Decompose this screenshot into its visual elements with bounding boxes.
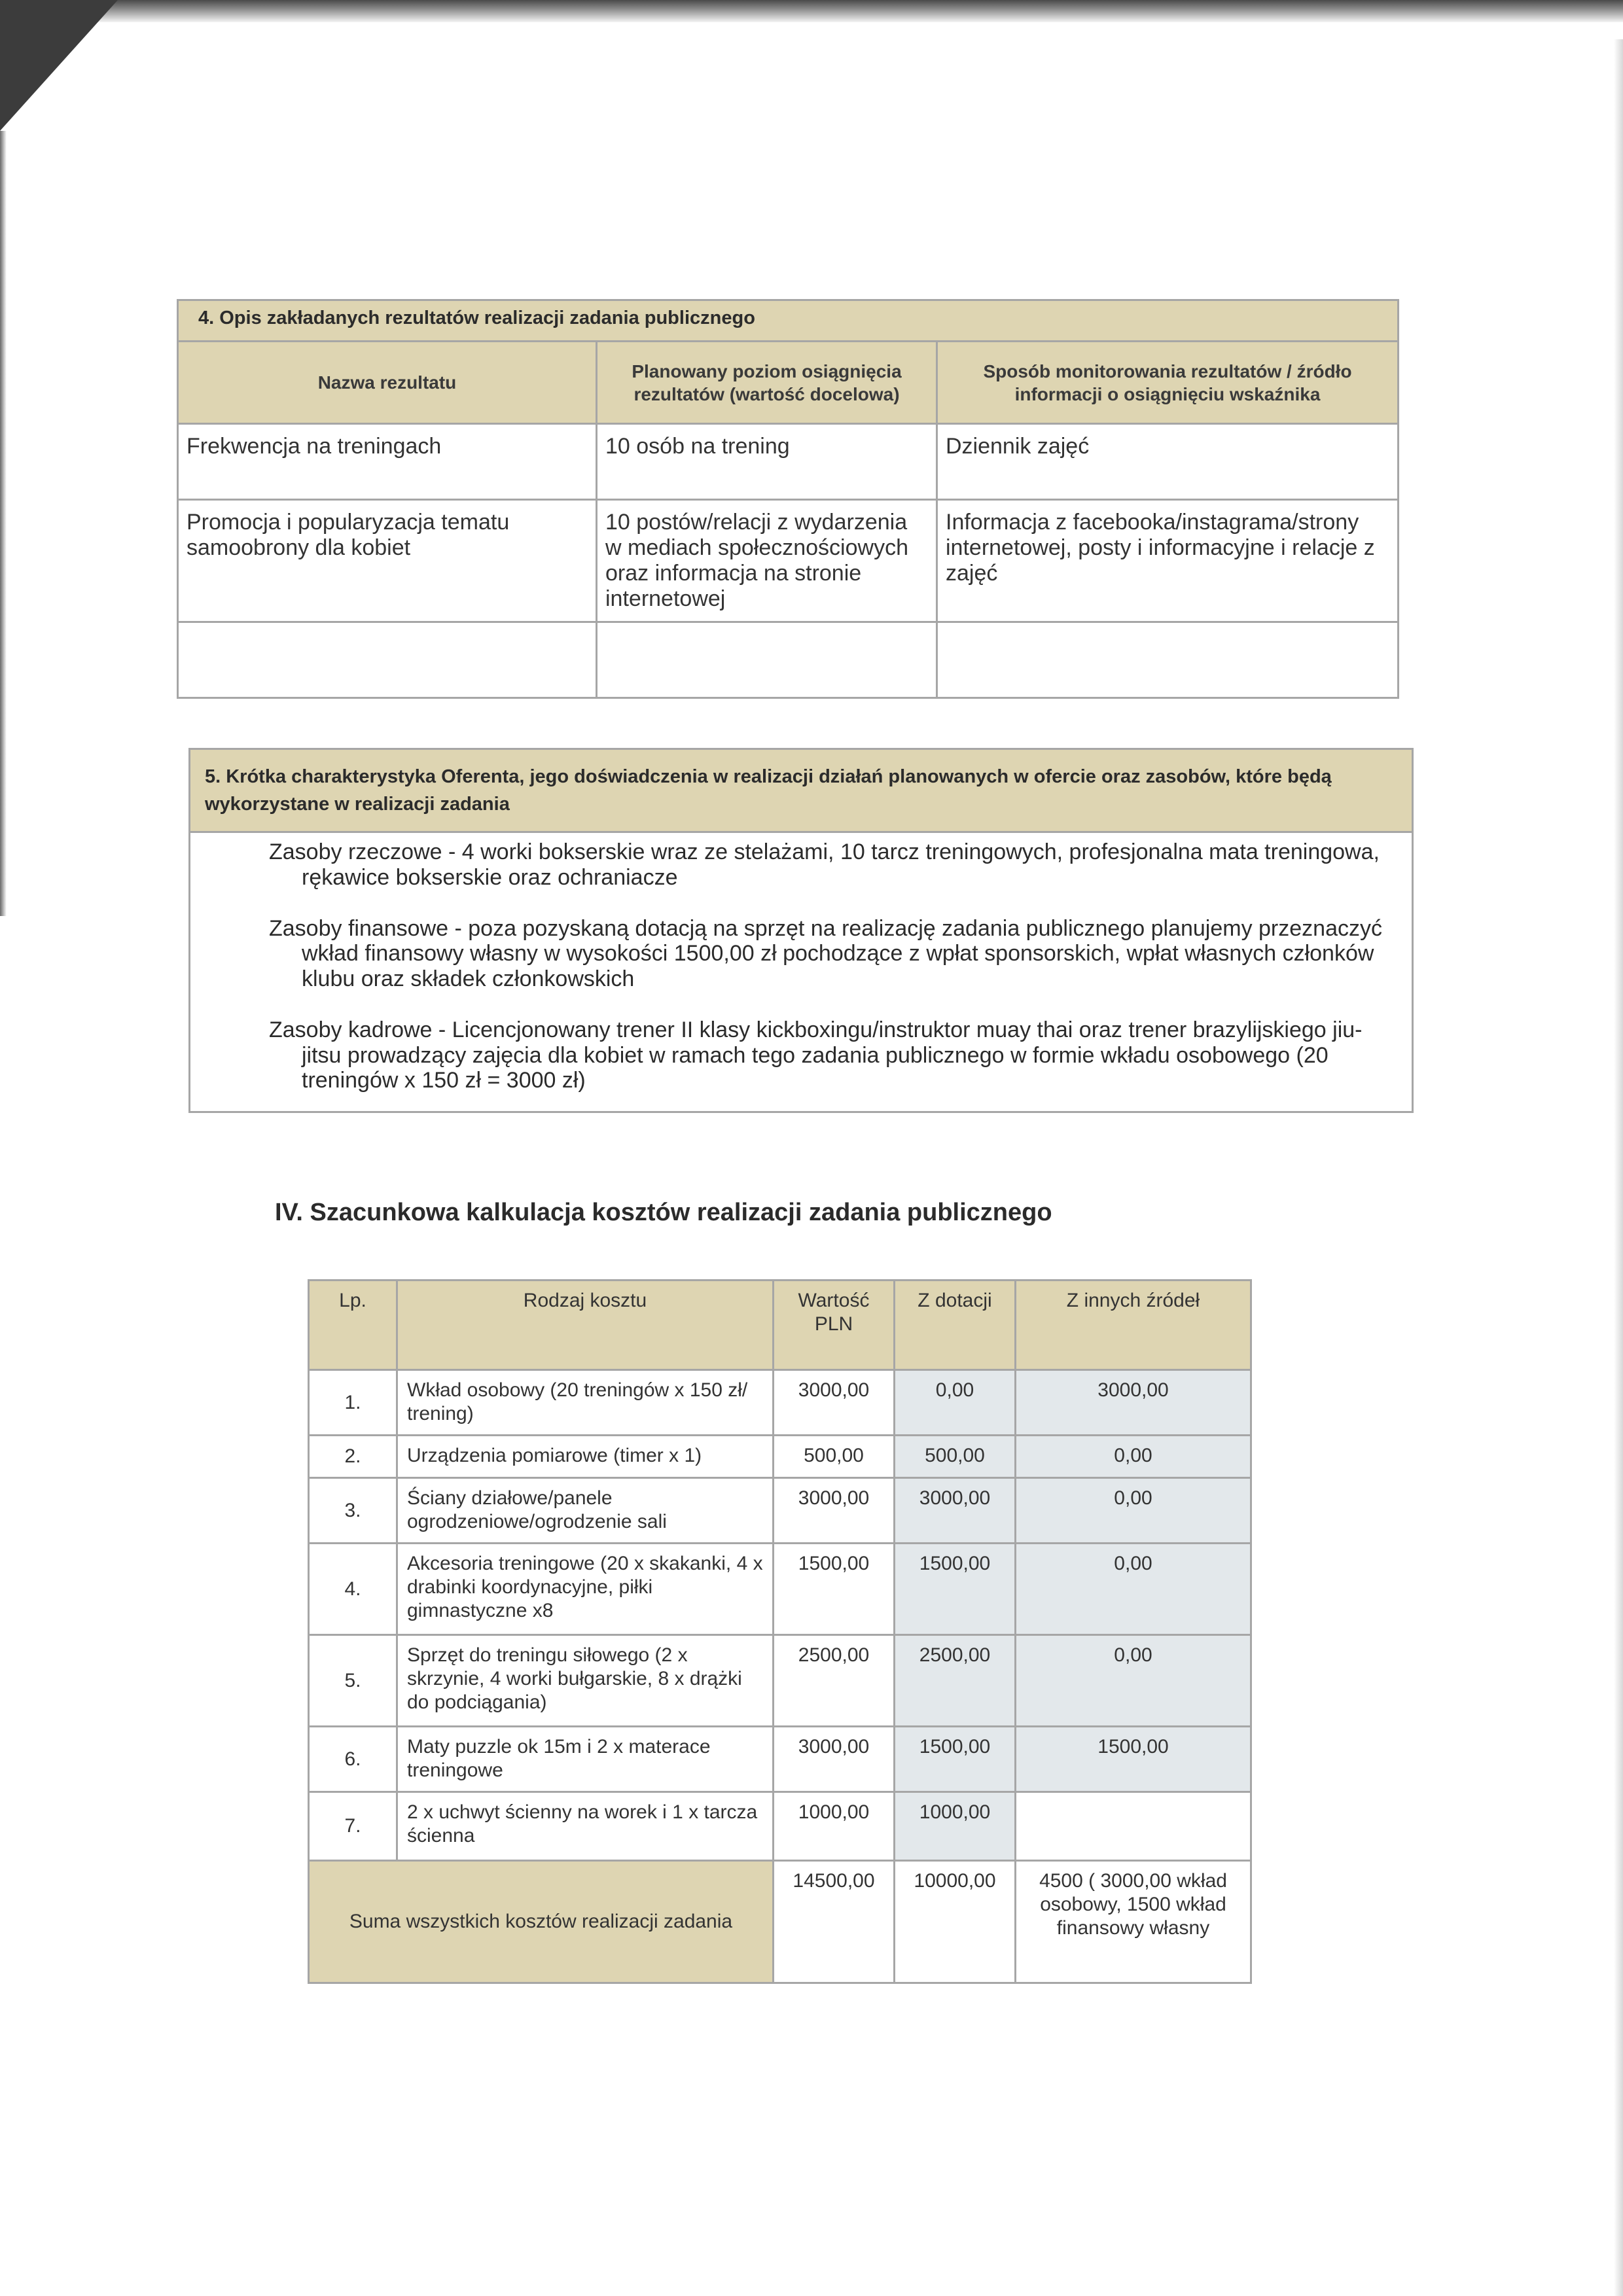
table-row — [309, 1436, 1251, 1478]
sum-grant: 10000,00 — [895, 1861, 1016, 1983]
results-header-name: Nazwa rezultatu — [178, 342, 597, 424]
cost-lp: 4. — [309, 1544, 397, 1635]
cost-value: 3000,00 — [774, 1727, 895, 1792]
cost-grant: 3000,00 — [895, 1478, 1016, 1544]
cost-header-lp: Lp. — [309, 1280, 397, 1370]
result-monitoring — [937, 622, 1399, 698]
sum-other: 4500 ( 3000,00 wkład osobowy, 1500 wkład finansowy własny — [1016, 1861, 1251, 1983]
table-row — [309, 1370, 1251, 1436]
cost-grant: 0,00 — [895, 1370, 1016, 1436]
cost-type: Wkład osobowy (20 treningów x 150 zł/ trening) — [397, 1370, 774, 1436]
scan-shadow-corner — [0, 0, 118, 131]
cost-value: 3000,00 — [774, 1370, 895, 1436]
sum-row — [309, 1861, 1251, 1983]
results-section-title: 4. Opis zakładanych rezultatów realizacji zadania publicznego — [178, 300, 1399, 342]
cost-other: 3000,00 — [1016, 1370, 1251, 1436]
offeror-description — [190, 832, 1413, 1112]
cost-grant: 1000,00 — [895, 1792, 1016, 1861]
scan-shadow-right — [1614, 39, 1623, 2296]
results-header-target: Planowany poziom osiągnięcia rezultatów (wartość docelowa) — [597, 342, 937, 424]
cost-type: Urządzenia pomiarowe (timer x 1) — [397, 1436, 774, 1478]
table-row — [178, 424, 1399, 500]
cost-section-heading: IV. Szacunkowa kalkulacja kosztów realizacji zadania publicznego — [275, 1199, 1052, 1226]
cost-type: Maty puzzle ok 15m i 2 x materace treningowe — [397, 1727, 774, 1792]
results-table — [177, 299, 1399, 699]
result-name: Promocja i popularyzacja tematu samoobrony dla kobiet — [178, 500, 597, 622]
cost-lp: 5. — [309, 1635, 397, 1727]
table-row — [178, 500, 1399, 622]
cost-grant: 2500,00 — [895, 1635, 1016, 1727]
result-target — [597, 622, 937, 698]
cost-lp: 1. — [309, 1370, 397, 1436]
result-target: 10 osób na trening — [597, 424, 937, 500]
cost-other — [1016, 1792, 1251, 1861]
table-row — [309, 1478, 1251, 1544]
cost-header-type: Rodzaj kosztu — [397, 1280, 774, 1370]
cost-lp: 6. — [309, 1727, 397, 1792]
cost-grant: 1500,00 — [895, 1544, 1016, 1635]
resources-staff: Zasoby kadrowe - Licencjonowany trener II klasy kickboxingu/instruktor muay thai oraz trener brazylijskiego jiu-jitsu prowadzący zajęcia dla kobiet w ramach tego zadania publicznego w formie wkładu osobowego (20 treningów x 150 zł = 3000 zł) — [269, 1017, 1363, 1093]
cost-value: 3000,00 — [774, 1478, 895, 1544]
result-name: Frekwencja na treningach — [178, 424, 597, 500]
cost-lp: 3. — [309, 1478, 397, 1544]
cost-type: Sprzęt do treningu siłowego (2 x skrzynie, 4 worki bułgarskie, 8 x drążki do podciągania) — [397, 1635, 774, 1727]
cost-lp: 2. — [309, 1436, 397, 1478]
cost-value: 1000,00 — [774, 1792, 895, 1861]
cost-header-grant: Z dotacji — [895, 1280, 1016, 1370]
cost-type: Ściany działowe/panele ogrodzeniowe/ogrodzenie sali — [397, 1478, 774, 1544]
cost-type: 2 x uchwyt ścienny na worek i 1 x tarcza ścienna — [397, 1792, 774, 1861]
cost-header-other: Z innych źródeł — [1016, 1280, 1251, 1370]
table-row — [309, 1792, 1251, 1861]
cost-value: 2500,00 — [774, 1635, 895, 1727]
cost-other: 0,00 — [1016, 1544, 1251, 1635]
table-row — [309, 1635, 1251, 1727]
cost-value: 1500,00 — [774, 1544, 895, 1635]
cost-type: Akcesoria treningowe (20 x skakanki, 4 x drabinki koordynacyjne, piłki gimnastyczne x8 — [397, 1544, 774, 1635]
result-target: 10 postów/relacji z wydarzenia w mediach społecznościowych oraz informacja na stronie internetowej — [597, 500, 937, 622]
sum-label: Suma wszystkich kosztów realizacji zadania — [309, 1861, 774, 1983]
result-monitoring: Informacja z facebooka/instagrama/strony internetowej, posty i informacyjne i relacje z zajęć — [937, 500, 1399, 622]
result-name — [178, 622, 597, 698]
cost-lp: 7. — [309, 1792, 397, 1861]
scan-shadow-top — [0, 0, 1623, 22]
resources-material: Zasoby rzeczowe - 4 worki bokserskie wraz ze stelażami, 10 tarcz treningowych, profesjonalna mata treningowa, rękawice bokserskie oraz ochraniacze — [269, 839, 1380, 890]
offeror-section-title: 5. Krótka charakterystyka Oferenta, jego doświadczenia w realizacji działań planowanych w ofercie oraz zasobów, które będą wykorzystane w realizacji zadania — [190, 749, 1413, 832]
cost-value: 500,00 — [774, 1436, 895, 1478]
sum-value: 14500,00 — [774, 1861, 895, 1983]
offeror-table — [188, 748, 1414, 1113]
cost-table — [308, 1279, 1252, 1984]
scan-shadow-left — [0, 131, 7, 916]
cost-other: 0,00 — [1016, 1478, 1251, 1544]
table-row — [178, 622, 1399, 698]
table-row — [309, 1727, 1251, 1792]
cost-other: 1500,00 — [1016, 1727, 1251, 1792]
resources-financial: Zasoby finansowe - poza pozyskaną dotacją na sprzęt na realizację zadania publicznego planujemy przeznaczyć wkład finansowy własny w wysokości 1500,00 zł pochodzące z wpłat sponsorskich, wpłat własnych członków klubu oraz składek członkowskich — [269, 915, 1382, 991]
cost-grant: 1500,00 — [895, 1727, 1016, 1792]
cost-other: 0,00 — [1016, 1436, 1251, 1478]
cost-header-value: Wartość PLN — [774, 1280, 895, 1370]
table-row — [309, 1544, 1251, 1635]
cost-grant: 500,00 — [895, 1436, 1016, 1478]
cost-other: 0,00 — [1016, 1635, 1251, 1727]
result-monitoring: Dziennik zajęć — [937, 424, 1399, 500]
results-header-monitoring: Sposób monitorowania rezultatów / źródło informacji o osiągnięciu wskaźnika — [937, 342, 1399, 424]
